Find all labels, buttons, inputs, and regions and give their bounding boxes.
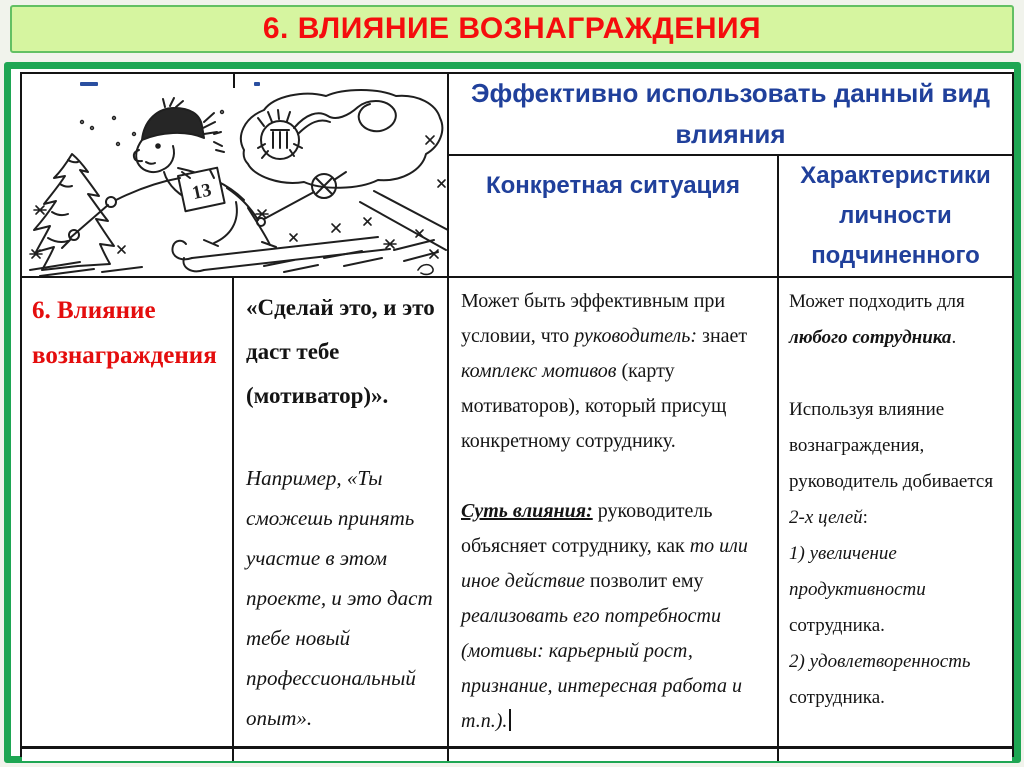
cell-formula <box>234 278 449 749</box>
skier-cartoon-image <box>22 88 447 278</box>
empty-row-sliver <box>22 749 234 761</box>
characteristics-paragraph-3 <box>789 536 1002 644</box>
header-effective-use <box>449 74 1012 156</box>
slide-title-bar <box>10 5 1014 53</box>
hidden-text-remnant <box>80 82 98 86</box>
header-characteristics <box>779 156 1012 278</box>
hidden-text-remnant <box>254 82 260 86</box>
thought-bubble <box>241 90 442 188</box>
svg-text:13: 13 <box>190 179 214 205</box>
stars <box>30 111 445 258</box>
text-run: 2-х целей <box>789 507 863 528</box>
header-situation <box>449 156 779 278</box>
characteristics-paragraph-4 <box>789 644 1002 716</box>
header-text: Эффективно использовать данный вид влияния <box>471 78 990 149</box>
text-run: любого сотрудника <box>789 327 952 348</box>
empty-row-sliver <box>779 749 1012 761</box>
influence-table <box>20 72 1014 757</box>
cell-influence-type <box>22 278 234 749</box>
situation-paragraph-1 <box>461 284 765 459</box>
text-run: позволит ему <box>584 570 704 592</box>
text-cursor <box>509 709 511 731</box>
text-run: комплекс мотивов <box>461 360 617 382</box>
text-run: сотрудника. <box>789 687 885 708</box>
slide-title: 6. ВЛИЯНИЕ ВОЗНАГРАЖДЕНИЯ <box>262 12 762 45</box>
situation-paragraph-2 <box>461 494 765 739</box>
characteristics-paragraph-1 <box>789 284 1002 356</box>
text-run: Может подходить для <box>789 291 965 312</box>
text-run: : <box>862 507 868 528</box>
text-run: Может быть эффективным при условии, что <box>461 290 726 347</box>
text-run: то или иное действие <box>461 535 748 592</box>
cell-situation <box>449 278 779 749</box>
text-run: сотрудника. <box>789 615 885 636</box>
header-text: Конкретная ситуация <box>485 172 741 199</box>
text-run: знает <box>697 325 748 347</box>
text-run: Суть влияния: <box>461 500 593 522</box>
signature-mark <box>418 265 433 275</box>
cell-characteristics <box>779 278 1012 749</box>
empty-row-sliver <box>449 749 779 761</box>
medal-icon <box>258 110 302 159</box>
text-run: 1) увеличение продуктивности <box>789 543 926 600</box>
formula-quote: «Сделай это, и это даст тебе (мотиватор)». <box>246 295 435 408</box>
text-run: (карту мотиваторов), который присущ конкретному сотруднику. <box>461 360 727 452</box>
text-run: реализовать его потребности (мотивы: карьерный рост, признание, интересная работа и т.п.). <box>461 605 742 732</box>
cartoon-cell <box>22 74 449 278</box>
text-run: руководитель объясняет сотруднику, как <box>461 500 713 557</box>
snow-tree <box>34 154 114 270</box>
text-run: руководитель: <box>574 325 698 347</box>
characteristics-paragraph-2 <box>789 392 1002 536</box>
header-text: Характеристики личности подчиненного <box>800 162 991 269</box>
formula-example: Например, «Ты сможешь принять участие в этом проекте, и это даст тебе новый профессиональный опыт». <box>246 466 433 730</box>
text-run: 2) удовлетворенность <box>789 651 971 672</box>
text-run: Используя влияние вознаграждения, руководитель добивается <box>789 399 994 492</box>
text-run: . <box>951 327 957 348</box>
influence-type-label: 6. Влияние вознаграждения <box>32 297 217 369</box>
empty-row-sliver <box>234 749 449 761</box>
